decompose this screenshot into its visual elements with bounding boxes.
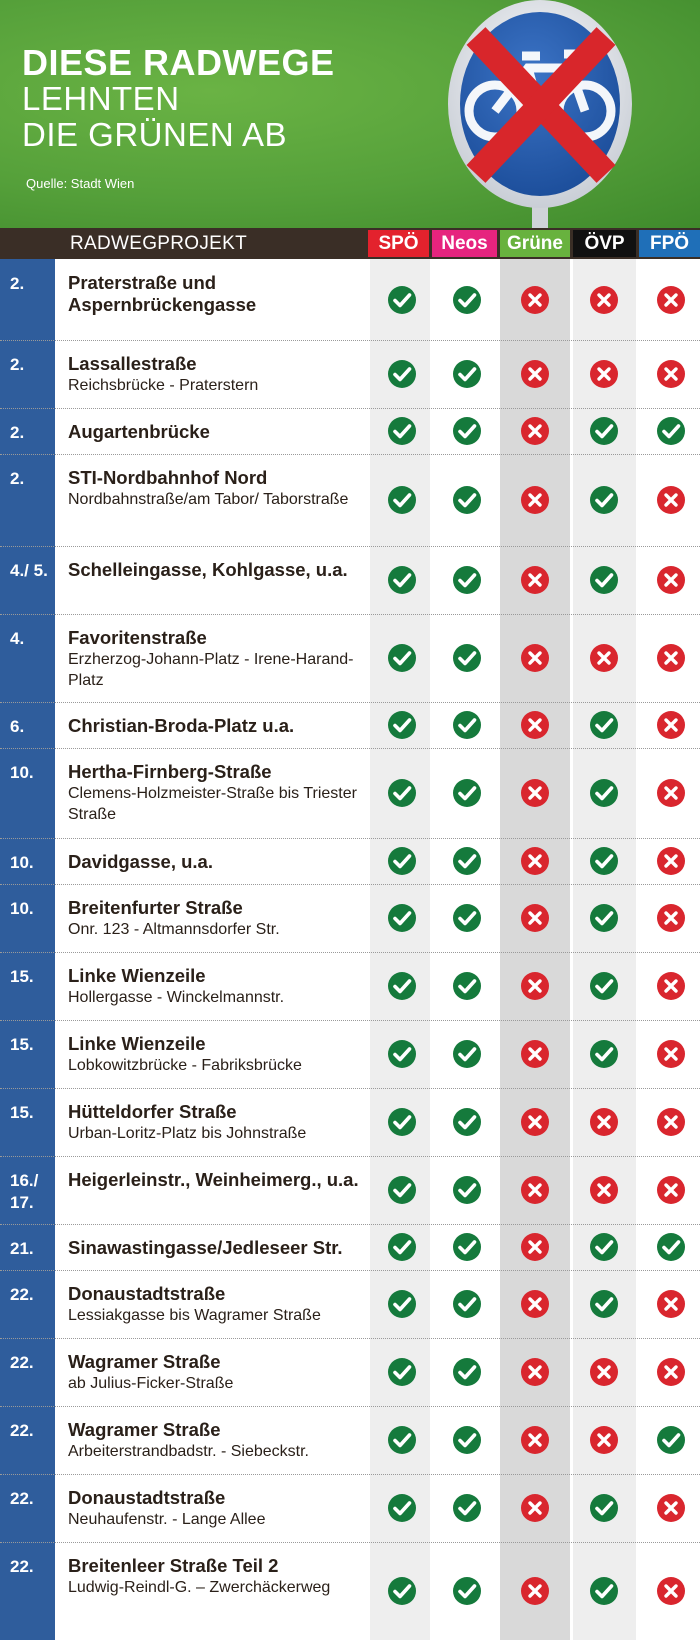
- district-number: 22.: [10, 1353, 34, 1372]
- row-separator: [0, 1088, 700, 1089]
- title-line-3: DIE GRÜNEN AB: [22, 116, 288, 153]
- check-circle-icon: [387, 1039, 417, 1069]
- project-title-block: [68, 1351, 368, 1394]
- row-separator: [0, 454, 700, 455]
- row-separator: [0, 614, 700, 615]
- project-title: Schelleingasse, Kohlgasse, u.a.: [68, 559, 348, 580]
- check-circle-icon: [387, 710, 417, 740]
- cross-circle-icon: [656, 710, 686, 740]
- project-subtitle: Ludwig-Reindl-G. – Zwerchäckerweg: [68, 1579, 331, 1596]
- title-line-2: LEHNTEN: [22, 80, 180, 117]
- check-circle-icon: [387, 1107, 417, 1137]
- district-number: 22.: [10, 1285, 34, 1304]
- check-circle-icon: [589, 846, 619, 876]
- row-separator: [0, 838, 700, 839]
- project-title-block: [68, 851, 368, 873]
- row-separator: [0, 340, 700, 341]
- district-number: 10.: [10, 899, 34, 918]
- project-subtitle: Lessiakgasse bis Wagramer Straße: [68, 1307, 321, 1324]
- check-circle-icon: [452, 1425, 482, 1455]
- project-title-block: [68, 1101, 368, 1144]
- project-title: Donaustadtstraße: [68, 1283, 226, 1304]
- check-circle-icon: [452, 565, 482, 595]
- check-circle-icon: [387, 1289, 417, 1319]
- cross-circle-icon: [589, 1425, 619, 1455]
- project-title-block: [68, 761, 368, 825]
- cross-circle-icon: [520, 1493, 550, 1523]
- cross-circle-icon: [520, 846, 550, 876]
- check-circle-icon: [452, 710, 482, 740]
- project-title: Wagramer Straße: [68, 1419, 221, 1440]
- project-title: Sinawastingasse/Jedleseer Str.: [68, 1237, 343, 1258]
- check-circle-icon: [452, 643, 482, 673]
- district-number: 21.: [10, 1239, 34, 1258]
- check-circle-icon: [589, 903, 619, 933]
- check-circle-icon: [387, 971, 417, 1001]
- project-title-block: [68, 1237, 368, 1259]
- check-circle-icon: [452, 1289, 482, 1319]
- check-circle-icon: [589, 1289, 619, 1319]
- district-number: 2.: [10, 423, 25, 442]
- check-circle-icon: [387, 359, 417, 389]
- check-circle-icon: [452, 903, 482, 933]
- check-circle-icon: [452, 485, 482, 515]
- project-title-block: [68, 627, 368, 691]
- cross-circle-icon: [656, 1493, 686, 1523]
- check-circle-icon: [387, 778, 417, 808]
- check-circle-icon: [656, 416, 686, 446]
- check-circle-icon: [589, 485, 619, 515]
- project-title: Praterstraße und Aspernbrückengasse: [68, 272, 257, 315]
- row-separator: [0, 748, 700, 749]
- project-title: Lassallestraße: [68, 353, 197, 374]
- check-circle-icon: [589, 778, 619, 808]
- project-title-block: [68, 353, 368, 396]
- district-number: 10.: [10, 853, 34, 872]
- cross-circle-icon: [520, 1576, 550, 1606]
- check-circle-icon: [656, 1232, 686, 1262]
- cross-circle-icon: [656, 1576, 686, 1606]
- row-separator: [0, 1542, 700, 1543]
- district-number: 15.: [10, 967, 34, 986]
- cross-circle-icon: [656, 485, 686, 515]
- check-circle-icon: [589, 710, 619, 740]
- cross-circle-icon: [656, 1175, 686, 1205]
- project-title-block: [68, 421, 368, 443]
- check-circle-icon: [387, 1493, 417, 1523]
- district-number: 6.: [10, 717, 25, 736]
- check-circle-icon: [589, 565, 619, 595]
- party-header-oevp: ÖVP: [573, 230, 636, 257]
- district-number: 15.: [10, 1035, 34, 1054]
- cross-circle-icon: [656, 1357, 686, 1387]
- project-title: Breitenleer Straße Teil 2: [68, 1555, 279, 1576]
- cross-circle-icon: [520, 1175, 550, 1205]
- check-circle-icon: [387, 416, 417, 446]
- cross-circle-icon: [589, 359, 619, 389]
- project-subtitle: Lobkowitzbrücke - Fabriksbrücke: [68, 1057, 302, 1074]
- district-number: 16./ 17.: [10, 1171, 39, 1212]
- project-title: Augartenbrücke: [68, 421, 210, 442]
- check-circle-icon: [589, 1576, 619, 1606]
- district-number: 22.: [10, 1489, 34, 1508]
- project-title: Linke Wienzeile: [68, 965, 206, 986]
- check-circle-icon: [452, 1232, 482, 1262]
- check-circle-icon: [589, 971, 619, 1001]
- project-title: Donaustadtstraße: [68, 1487, 226, 1508]
- project-title: Breitenfurter Straße: [68, 897, 243, 918]
- row-separator: [0, 1474, 700, 1475]
- check-circle-icon: [387, 485, 417, 515]
- cross-circle-icon: [520, 416, 550, 446]
- row-separator: [0, 952, 700, 953]
- project-subtitle: Arbeiterstrandbadstr. - Siebeckstr.: [68, 1443, 309, 1460]
- check-circle-icon: [589, 1232, 619, 1262]
- cross-circle-icon: [520, 1357, 550, 1387]
- check-circle-icon: [387, 1175, 417, 1205]
- project-title-block: [68, 1555, 368, 1598]
- cross-circle-icon: [520, 778, 550, 808]
- check-circle-icon: [387, 1232, 417, 1262]
- check-circle-icon: [387, 565, 417, 595]
- row-separator: [0, 1270, 700, 1271]
- project-subtitle: Onr. 123 - Altmannsdorfer Str.: [68, 921, 280, 938]
- project-subtitle: Neuhaufenstr. - Lange Allee: [68, 1511, 266, 1528]
- row-separator: [0, 884, 700, 885]
- check-circle-icon: [452, 1357, 482, 1387]
- check-circle-icon: [452, 1576, 482, 1606]
- project-title-block: [68, 467, 368, 510]
- row-separator: [0, 546, 700, 547]
- project-title: Heigerleinstr., Weinheimerg., u.a.: [68, 1169, 359, 1190]
- party-header-fpoe: FPÖ: [639, 230, 700, 257]
- project-title-block: [68, 559, 368, 581]
- check-circle-icon: [452, 416, 482, 446]
- cross-circle-icon: [520, 1425, 550, 1455]
- cross-circle-icon: [589, 643, 619, 673]
- check-circle-icon: [589, 1039, 619, 1069]
- check-circle-icon: [452, 285, 482, 315]
- project-title-block: [68, 1169, 368, 1191]
- row-separator: [0, 1156, 700, 1157]
- source-note: Quelle: Stadt Wien: [26, 176, 135, 191]
- project-title-block: [68, 1487, 368, 1530]
- cross-circle-icon: [520, 1039, 550, 1069]
- party-header-neos: Neos: [432, 230, 497, 257]
- cross-circle-icon: [520, 565, 550, 595]
- cross-circle-icon: [520, 971, 550, 1001]
- project-title-block: [68, 1419, 368, 1462]
- check-circle-icon: [387, 285, 417, 315]
- project-title-block: [68, 715, 368, 737]
- project-title-block: [68, 897, 368, 940]
- header-banner: [0, 0, 700, 228]
- cross-circle-icon: [656, 1039, 686, 1069]
- district-number: 22.: [10, 1421, 34, 1440]
- cross-circle-icon: [520, 359, 550, 389]
- cross-circle-icon: [589, 1357, 619, 1387]
- check-circle-icon: [387, 903, 417, 933]
- cross-circle-icon: [656, 846, 686, 876]
- check-circle-icon: [452, 1107, 482, 1137]
- row-separator: [0, 408, 700, 409]
- row-separator: [0, 702, 700, 703]
- cross-circle-icon: [520, 485, 550, 515]
- district-number: 22.: [10, 1557, 34, 1576]
- cross-circle-icon: [656, 778, 686, 808]
- check-circle-icon: [452, 359, 482, 389]
- check-circle-icon: [589, 1493, 619, 1523]
- project-subtitle: Erzherzog-Johann-Platz - Irene-Harand-Platz: [68, 651, 354, 689]
- check-circle-icon: [452, 846, 482, 876]
- project-subtitle: Reichsbrücke - Praterstern: [68, 377, 259, 394]
- cross-circle-icon: [520, 710, 550, 740]
- project-title: Linke Wienzeile: [68, 1033, 206, 1054]
- project-title-block: [68, 965, 368, 1008]
- district-number: 4./ 5.: [10, 561, 48, 580]
- check-circle-icon: [452, 971, 482, 1001]
- cross-circle-icon: [520, 903, 550, 933]
- check-circle-icon: [387, 1357, 417, 1387]
- cross-circle-icon: [656, 971, 686, 1001]
- cross-circle-icon: [656, 1289, 686, 1319]
- project-title: Favoritenstraße: [68, 627, 207, 648]
- cross-circle-icon: [656, 643, 686, 673]
- district-number: 4.: [10, 629, 25, 648]
- check-circle-icon: [452, 1493, 482, 1523]
- title-line-1: DIESE RADWEGE: [22, 42, 335, 83]
- project-title: Hütteldorfer Straße: [68, 1101, 237, 1122]
- district-number: 2.: [10, 469, 25, 488]
- check-circle-icon: [656, 1425, 686, 1455]
- project-title: Davidgasse, u.a.: [68, 851, 213, 872]
- row-separator: [0, 1224, 700, 1225]
- cross-circle-icon: [589, 1175, 619, 1205]
- project-subtitle: Hollergasse - Winckelmannstr.: [68, 989, 285, 1006]
- cross-circle-icon: [589, 285, 619, 315]
- district-number: 2.: [10, 355, 25, 374]
- project-subtitle: ab Julius-Ficker-Straße: [68, 1375, 234, 1392]
- check-circle-icon: [452, 1175, 482, 1205]
- check-circle-icon: [387, 846, 417, 876]
- check-circle-icon: [452, 1039, 482, 1069]
- cross-circle-icon: [656, 903, 686, 933]
- check-circle-icon: [387, 1576, 417, 1606]
- cross-circle-icon: [520, 643, 550, 673]
- cross-circle-icon: [656, 285, 686, 315]
- cross-circle-icon: [520, 1232, 550, 1262]
- district-number: 10.: [10, 763, 34, 782]
- project-title-block: [68, 1033, 368, 1076]
- check-circle-icon: [387, 1425, 417, 1455]
- cross-circle-icon: [589, 1107, 619, 1137]
- project-title-block: [68, 1283, 368, 1326]
- party-header-spoe: SPÖ: [368, 230, 429, 257]
- check-circle-icon: [589, 416, 619, 446]
- check-circle-icon: [387, 643, 417, 673]
- cross-circle-icon: [520, 285, 550, 315]
- check-circle-icon: [452, 778, 482, 808]
- project-column-header: RADWEGPROJEKT: [70, 233, 248, 254]
- project-title: Hertha-Firnberg-Straße: [68, 761, 272, 782]
- cross-circle-icon: [656, 359, 686, 389]
- no-bicycle-sign-icon: [440, 0, 640, 228]
- row-separator: [0, 1406, 700, 1407]
- row-separator: [0, 1020, 700, 1021]
- row-separator: [0, 1338, 700, 1339]
- project-subtitle: Clemens-Holzmeister-Straße bis Triester Straße: [68, 785, 357, 823]
- project-title: STI-Nordbahnhof Nord: [68, 467, 268, 488]
- party-header-gruene: Grüne: [500, 230, 570, 257]
- project-title-block: [68, 272, 368, 316]
- project-subtitle: Urban-Loritz-Platz bis Johnstraße: [68, 1125, 307, 1142]
- project-subtitle: Nordbahnstraße/am Tabor/ Taborstraße: [68, 491, 349, 508]
- cross-circle-icon: [656, 565, 686, 595]
- cross-circle-icon: [520, 1107, 550, 1137]
- cross-circle-icon: [520, 1289, 550, 1319]
- district-number: 15.: [10, 1103, 34, 1122]
- district-number: 2.: [10, 274, 25, 293]
- cross-circle-icon: [656, 1107, 686, 1137]
- project-title: Christian-Broda-Platz u.a.: [68, 715, 295, 736]
- project-title: Wagramer Straße: [68, 1351, 221, 1372]
